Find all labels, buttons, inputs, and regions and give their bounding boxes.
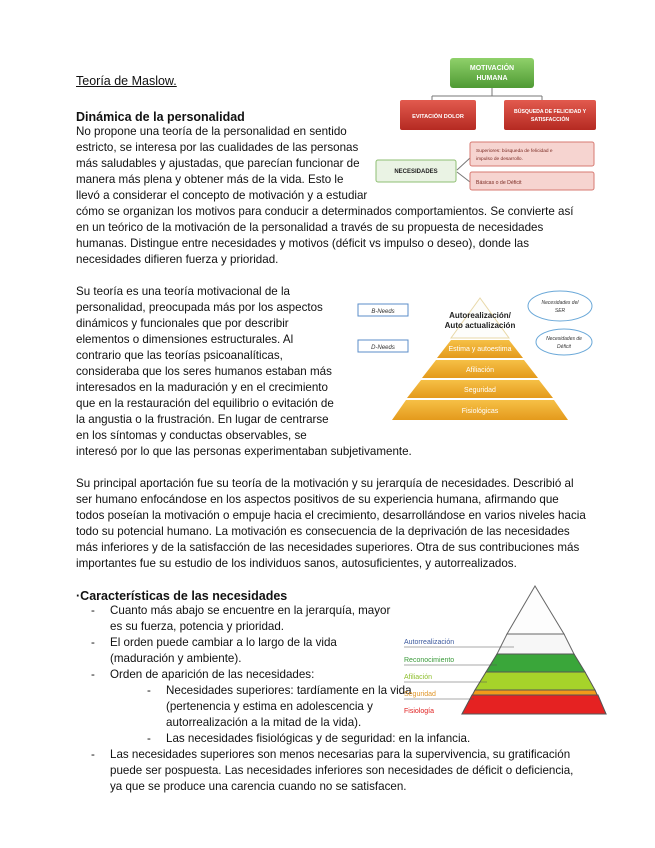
text-line: dinámicos y funcionales que por describir: [76, 317, 289, 330]
level-label: Fisiológicas: [461, 408, 499, 415]
pyramid2-label: Seguridad: [404, 691, 436, 698]
superior-needs-box: [470, 142, 594, 166]
motivation-title-2: HUMANA: [476, 75, 508, 82]
text-line: interesados en la maduración y en el crecimiento: [76, 381, 328, 394]
section-heading-characteristics: ·Características de las necesidades: [76, 589, 288, 603]
text-line: - Necesidades superiores: tardíamente en la vida: [166, 684, 412, 697]
superior-needs-text: Superiores: búsqueda de felicidad e: [476, 149, 553, 154]
section1-intro: [76, 124, 386, 204]
pyramid2-level: [497, 634, 574, 654]
cloud-text: Déficit: [557, 344, 571, 350]
avoid-pain-label: EVITACIÓN DOLOR: [412, 114, 464, 120]
text-line: ya que se produce una carencia cuando no se satisfacen.: [110, 780, 407, 793]
section3-paragraph: Su principal aportación fue su teoría de la motivación y su jerarquía de necesidades. Describió al ser humano enfocándose en los aspectos positivos de su experiencia humana, afirmando que todos poseían la motivación o empuje hacia el crecimiento, desarrollándose en varios niveles hacia todo su potencial humano. La motivación es consecuencia de la deprivación de las necesidades más inferiores y de la satisfacción de las necesidades superiores. Otra de sus contribuciones más importantes fue su estudio de los individuos sanos, autosuficientes, y autorrealizados.: [76, 477, 586, 570]
self-actualization-label: Autorealización/: [449, 311, 511, 320]
text-line: - Las necesidades fisiológicas y de seguridad: en la infancia.: [166, 732, 471, 745]
text-line: personalidad, preocupada más por los aspectos: [76, 301, 323, 314]
cloud-text: Necesidades del: [541, 300, 579, 306]
text-line: en los síntomas y conductas observables, se: [76, 429, 307, 442]
motivation-title: MOTIVACIÓN: [469, 65, 515, 72]
d-needs-label: D-Needs: [371, 345, 395, 351]
list-item: [87, 747, 607, 795]
level-label: Estima y autoestima: [448, 346, 512, 353]
section-heading-dynamics: Dinámica de la personalidad: [76, 110, 245, 124]
text-line: elementos o dimensiones estructurales. Al: [76, 333, 294, 346]
level-label: Afiliación: [465, 367, 495, 374]
being-needs-cloud: [528, 291, 592, 321]
text-line: que en la restauración del equilibrio o evitación de: [76, 397, 334, 410]
cloud-text: Necesidades de: [546, 336, 582, 342]
seek-happiness-label-2: SATISFACCIÓN: [530, 117, 570, 123]
text-line: puede ser pospuesta. Las necesidades inferiores son necesidades de déficit o deficiencia,: [110, 764, 574, 777]
text-line: llevó a considerar el concepto de motivación y a estudiar: [76, 189, 368, 202]
pyramid2-label: Afiliación: [404, 674, 433, 681]
text-line: - Orden de aparición de las necesidades:: [110, 668, 315, 681]
maslow-pyramid-colored: [402, 582, 608, 718]
section2-paragraph: [76, 284, 376, 444]
deficit-needs-cloud: [536, 329, 592, 355]
self-actualization-label-2: Auto actualización: [444, 321, 516, 330]
text-line: - Las necesidades superiores son menos necesarias para la supervivencia, su gratificación: [110, 748, 571, 761]
needs-pyramid-diagram: [350, 288, 610, 428]
superior-needs-text-2: impulso de desarrollo.: [476, 157, 523, 162]
text-line: la angustia o la frustración. En lugar de centrarse: [76, 413, 329, 426]
text-line: (maduración y ambiente).: [110, 652, 242, 665]
section1-paragraph: cómo se organizan los motivos para conducir a determinados comportamientos. Se convierte así en un teórico de la motivación de la personalidad a través de su propuesta de necesidades humanas. Distingue entre necesidades y motivos (déficit vs impulso o deseo), donde las necesidades difieren fuerza y prioridad.: [76, 205, 574, 266]
cloud-text: SER: [554, 308, 566, 314]
text-line: autorrealización a la mitad de la vida).: [166, 716, 362, 729]
sub-list-item: [143, 731, 607, 747]
text-line: No propone una teoría de la personalidad en sentido: [76, 125, 347, 138]
pyramid2-level: [475, 672, 595, 690]
text-line: (pertenencia y estima en adolescencia y: [166, 700, 373, 713]
seek-happiness-box: [504, 100, 596, 130]
pyramid2-level-base: [462, 695, 606, 714]
text-line: contrario que las teorías psicoanalíticas,: [76, 349, 283, 362]
text-line: - El orden puede cambiar a lo largo de la vida: [110, 636, 337, 649]
pyramid2-apex: [507, 586, 564, 634]
motivation-box: [450, 58, 534, 88]
section2-last-line: interesó por lo que las personas experimentaban subjetivamente.: [76, 445, 412, 458]
text-line: - Cuanto más abajo se encuentre en la jerarquía, mayor: [110, 604, 391, 617]
text-line: manera más plena y obtener más de la vida. Esto le: [76, 173, 344, 186]
pyramid2-label: Autorrealización: [404, 639, 455, 646]
level-label: Seguridad: [464, 387, 496, 394]
b-needs-label: B-Needs: [371, 309, 395, 315]
text-line: consideraba que los seres humanos estaban más: [76, 365, 332, 378]
seek-happiness-label: BÚSQUEDA DE FELICIDAD Y: [513, 109, 587, 115]
pyramid2-label: Reconocimiento: [404, 657, 455, 664]
pyramid2-label: Fisiología: [404, 708, 434, 715]
page-title: Teoría de Maslow.: [76, 74, 177, 88]
motivation-diagram: [372, 52, 602, 197]
pyramid2-level: [486, 654, 585, 672]
text-line: Su teoría es una teoría motivacional de la: [76, 285, 290, 298]
text-line: es su fuerza, potencia y prioridad.: [110, 620, 285, 633]
text-line: estricto, se interesa por las cualidades de las personas: [76, 141, 359, 154]
text-line: más saludables y ajustadas, que parecían funcionar de: [76, 157, 360, 170]
needs-label: NECESIDADES: [394, 169, 438, 175]
deficit-needs-text: Básicas o de Déficit: [476, 180, 522, 186]
